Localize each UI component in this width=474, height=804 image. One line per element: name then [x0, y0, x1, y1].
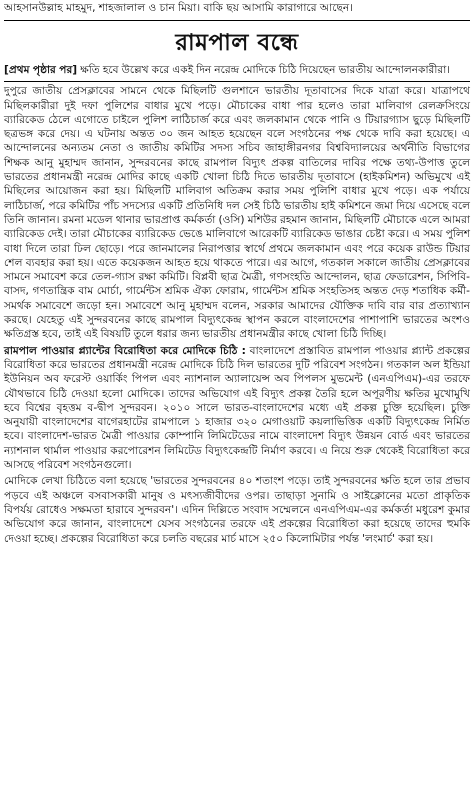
continuation-marker: [প্রথম পৃষ্ঠার পর] — [4, 64, 78, 76]
article-headline: রামপাল বন্ধে — [175, 30, 299, 56]
article-body — [4, 63, 470, 546]
divider — [4, 81, 470, 82]
paragraph-1-text: ক্ষতি হবে উল্লেখ করে একই দিন নরেন্দ্র মোদিকে চিঠি দিয়েছেন ভারতীয় আন্দোলনকারীরা। — [77, 64, 451, 76]
article-paragraph-4: মোদিকে লেখা চিঠিতে বলা হয়েছে 'ভারতের সুন্দরবনের ৪০ শতাংশ পড়ে। তাই সুন্দরবনের ক্ষতি হলে তার প্রভাব পড়বে এই অঞ্চলে বসবাসকারী মানুষ ও মৎস্যজীবীদের ওপর। তাছাড়া সুনামি ও সাইক্লোনের মতো প্রাকৃতিক বিপর্যয় রোধেও সক্ষমতা হারাবে সুন্দরবন'। এদিন দিল্লিতে সংবাদ সম্মেলনে এনএপিএম-এর কর্মকর্তা মধুরেশ কুমার অভিযোগ করে জানান, বাংলাদেশে যেসব সংগঠনের তরফে এই প্রকল্পের বিরোধিতা করা হয়েছে তাদের হুমকি দেওয়া হচ্ছে। প্রকল্পের বিরোধিতা করে চলতি বছরের মার্চ মাসে ২৫০ কিলোমিটার পর্যন্ত 'লংমার্চ' করা হয়। — [4, 475, 470, 545]
article-paragraph-1 — [4, 63, 470, 77]
previous-article-tail: আহসানউল্লাহ মাহমুদ, শাহজালাল ও চান মিয়া। বাকি ছয় আসামি কারাগারে আছেন। — [4, 1, 470, 21]
paragraph-3-text: বাংলাদেশে প্রস্তাবিত রামপাল পাওয়ার প্ল্যান্ট প্রকল্পের বিরোধিতা করে ভারতের প্রধানমন্ত্রী নরেন্দ্র মোদিকে চিঠি দিল ভারতের দুটি পরিবেশ সংগঠন। গতকাল অল ইন্ডিয়া ইউনিয়ন অব ফরেস্ট ওয়ার্কিং পিপল এবং ন্যাশনাল অ্যালায়েন্স অব পিপলস মুভমেন্ট (এনএপিএম)-এর তরফে যৌথভাবে চিঠি দেওয়া হলো মোদিকে। তাদের অভিযোগ এই বিদ্যুৎ প্রকল্প তৈরি হলে অপূরণীয় ক্ষতির মুখোমুখি হবে বিশ্বের বৃহত্তম ব-দ্বীপ সুন্দরবন। ২০১০ সালে ভারত-বাংলাদেশের মধ্যে এই প্রকল্প চুক্তি হয়েছিল। চুক্তি অনুযায়ী বাংলাদেশের বাগেরহাটের রামপালে ১ হাজার ৩২০ মেগাওয়াট কয়লাভিত্তিক একটি বিদ্যুৎকেন্দ্র নির্মিত হবে। বাংলাদেশ-ভারত মৈত্রী পাওয়ার কোম্পানি লিমিটেডের নামে বাংলাদেশ বিদ্যুৎ উন্নয়ন বোর্ড এবং ভারতের ন্যাশনাল থার্মাল পাওয়ার করপোরেশন লিমিটেড বিদ্যুৎকেন্দ্রটি নির্মাণ করবে। এ নিয়ে শুরু থেকেই বিরোধিতা করে আসছে পরিবেশ সংগঠনগুলো। — [4, 344, 470, 472]
article-paragraph-2: দুপুরে জাতীয় প্রেসক্লাবের সামনে থেকে মিছিলটি গুলশানে ভারতীয় দূতাবাসের দিকে যাত্রা করে। যাত্রাপথে মিছিলকারীরা দুই দফা পুলিশের বাধার মুখে পড়ে। মৌচাকের বাধা পার হলেও তারা মালিবাগ রেলক্রসিংয়ে ব্যারিকেড ঠেলে এগোতে চাইলে পুলিশ লাঠিচার্জ করে এবং জলকামান থেকে পানি ও টিয়ারগ্যাস ছুড়ে মিছিলটি ছত্রভঙ্গ করে দেয়। এ ঘটনায় অন্তত ৩০ জন আহত হয়েছেন বলে সংগঠনের পক্ষ থেকে দাবি করা হয়েছে। এ আন্দোলনের অন্যতম নেতা ও জাতীয় কমিটির সদস্য সচিব জাহাঙ্গীরনগর বিশ্ববিদ্যালয়ের অর্থনীতি বিভাগের শিক্ষক আনু মুহাম্মদ জানান, সুন্দরবনের কাছে রামপাল বিদ্যুৎ প্রকল্প বাতিলের দাবির পক্ষে তথ্য-উপাত্ত তুলে ভারতের প্রধানমন্ত্রী নরেন্দ্র মোদির কাছে একটি খোলা চিঠি দিতে ভারতীয় দূতাবাসে (হাইকমিশন) অভিমুখে এই মিছিলের আয়োজন করা হয়। মিছিলটি মালিবাগ অতিক্রম করার সময় পুলিশি বাধার মুখে পড়ে। এক পর্যায়ে লাঠিচার্জ, পরে কমিটির পাঁচ সদস্যের একটি প্রতিনিধি দল সেই চিঠি ভারতীয় হাই কমিশনে জমা দিয়ে এসেছে বলে তিনি জানান। রমনা মডেল থানার ভারপ্রাপ্ত কর্মকর্তা (ওসি) মশিউর রহমান জানান, মিছিলটি মৌচাকে এলে আমরা ব্যারিকেড দেই। তারা মৌচাকের ব্যারিকেড ভেঙে মালিবাগে আরেকটি ব্যারিকেড ভাঙার চেষ্টা করে। এ সময় পুলিশ বাধা দিলে তারা ঢিল ছোড়ে। পরে জানমালের নিরাপত্তার স্বার্থে প্রথমে জলকামান এবং পরে কয়েক রাউন্ড টিয়ার শেল ব্যবহার করা হয়। এতে কয়েকজন আহত হয়ে থাকতে পারে। এর আগে, গতকাল সকালে জাতীয় প্রেসক্লাবের সামনে সমাবেশ করে তেল-গ্যাস রক্ষা কমিটি। বিপ্লবী ছাত্র মৈত্রী, গণসংহতি আন্দোলন, ছাত্র ফেডারেশন, সিপিবি-বাসদ, গণতান্ত্রিক বাম মোর্চা, গার্মেন্টস শ্রমিক ঐক্য ফোরাম, গার্মেন্টস শ্রমিক সংহতিসহ অন্তত দেড় শতাধিক কর্মী-সমর্থক সমাবেশে জড়ো হন। সমাবেশে আনু মুহাম্মদ বলেন, সরকার আমাদের যৌক্তিক দাবি বার বার প্রত্যাখ্যান করছে। যেহেতু এই সুন্দরবনের কাছে রামপাল বিদ্যুৎকেন্দ্র স্থাপন করলে বাংলাদেশের পাশাপাশি ভারতের অংশও ক্ষতিগ্রস্ত হবে, তাই এই বিষয়টি তুলে ধরার জন্য ভারতীয় প্রধানমন্ত্রীর কাছে খোলা চিঠি দিচ্ছি। — [4, 85, 471, 341]
subheading: রামপাল পাওয়ার প্ল্যান্টের বিরোধিতা করে মোদিকে চিঠি : — [4, 344, 246, 357]
article-paragraph-3 — [4, 344, 470, 473]
